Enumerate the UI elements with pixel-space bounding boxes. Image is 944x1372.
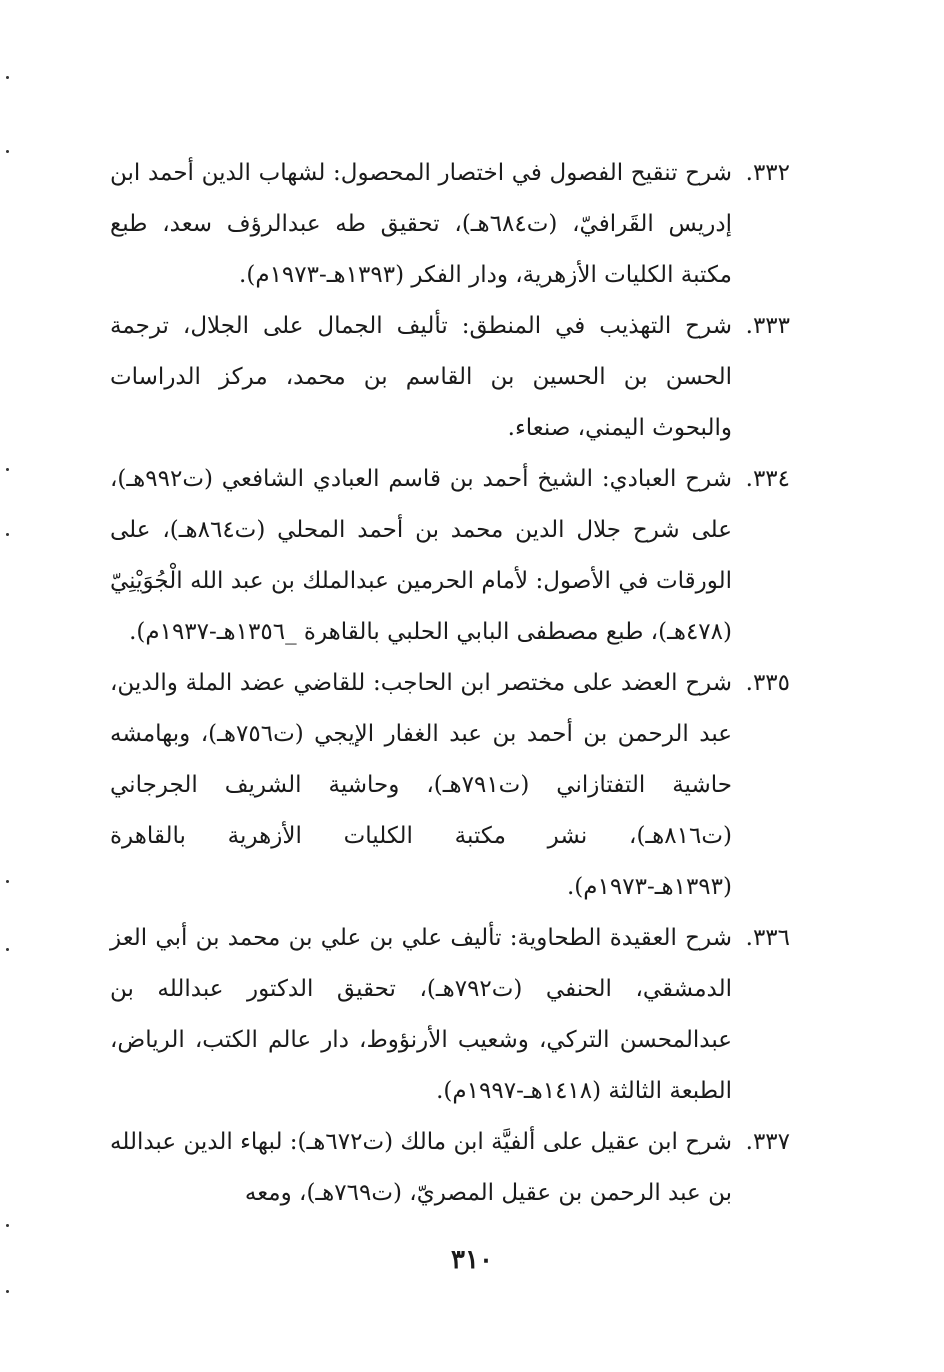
- entry-text: شرح العقيدة الطحاوية: تأليف علي بن علي بن محمد بن أبي العز الدمشقي، الحنفي (ت٧٩٢هـ)، تحقيق الدكتور عبدالله بن عبدالمحسن التركي، وشعيب الأرنؤوط، دار عالم الكتب، الرياض، الطبعة الثالثة (١٤١٨هـ-١٩٩٧م).: [110, 925, 732, 1104]
- page-number: ٣١٠: [451, 1245, 493, 1275]
- entry-text: شرح التهذيب في المنطق: تأليف الجمال على الجلال، ترجمة الحسن بن الحسين بن القاسم بن محمد، مركز الدراسات والبحوث اليمني، صنعاء.: [110, 313, 732, 441]
- entry-text: شرح ابن عقيل على ألفيَّة ابن مالك (ت٦٧٢هـ): لبهاء الدين عبدالله بن عبد الرحمن بن عقيل المصريّ، (ت٧٦٩هـ)، ومعه: [110, 1129, 732, 1206]
- scan-speck: [6, 880, 9, 883]
- bibliography-entry: [110, 658, 790, 913]
- entry-number: ٣٣٣.: [745, 313, 790, 339]
- scan-speck: [6, 150, 9, 153]
- scan-speck: [6, 948, 9, 951]
- entry-text: شرح تنقيح الفصول في اختصار المحصول: لشهاب الدين أحمد ابن إدريس القَرافيّ، (ت٦٨٤هـ)، تحقيق طه عبدالرؤف سعد، طبع مكتبة الكليات الأزهرية، ودار الفكر (١٣٩٣هـ-١٩٧٣م).: [110, 160, 732, 288]
- bibliography-entry: [110, 454, 790, 658]
- entry-number: ٣٣٦.: [745, 925, 790, 951]
- bibliography-entry: [110, 148, 790, 301]
- entry-number: ٣٣٢.: [745, 160, 790, 186]
- scan-speck: [6, 1290, 9, 1293]
- entry-text: شرح العضد على مختصر ابن الحاجب: للقاضي عضد الملة والدين، عبد الرحمن بن أحمد بن عبد الغفار الإيجي (ت٧٥٦هـ)، وبهامشه حاشية التفتازاني (ت٧٩١هـ)، وحاشية الشريف الجرجاني (ت٨١٦هـ)، نشر مكتبة الكليات الأزهرية بالقاهرة (١٣٩٣هـ-١٩٧٣م).: [110, 670, 732, 900]
- entry-number: ٣٣٤.: [745, 466, 790, 492]
- scan-speck: [6, 1224, 9, 1227]
- entry-number: ٣٣٥.: [745, 670, 790, 696]
- bibliography-entry: [110, 913, 790, 1117]
- entry-text: شرح العبادي: الشيخ أحمد بن قاسم العبادي الشافعي (ت٩٩٢هـ)، على شرح جلال الدين محمد بن أحمد المحلي (ت٨٦٤هـ)، على الورقات في الأصول: لأمام الحرمين عبدالملك بن عبد الله الْجُوَيْنِيّ (٤٧٨هـ)، طبع مصطفى البابي الحلبي بالقاهرة _١٣٥٦هـ-١٩٣٧م).: [110, 466, 732, 645]
- scan-speck: [6, 76, 9, 79]
- bibliography-entry: [110, 1117, 790, 1219]
- entry-number: ٣٣٧.: [745, 1129, 790, 1155]
- bibliography-list: [110, 148, 790, 1219]
- scan-speck: [6, 468, 9, 471]
- bibliography-entry: [110, 301, 790, 454]
- scan-speck: [6, 533, 9, 536]
